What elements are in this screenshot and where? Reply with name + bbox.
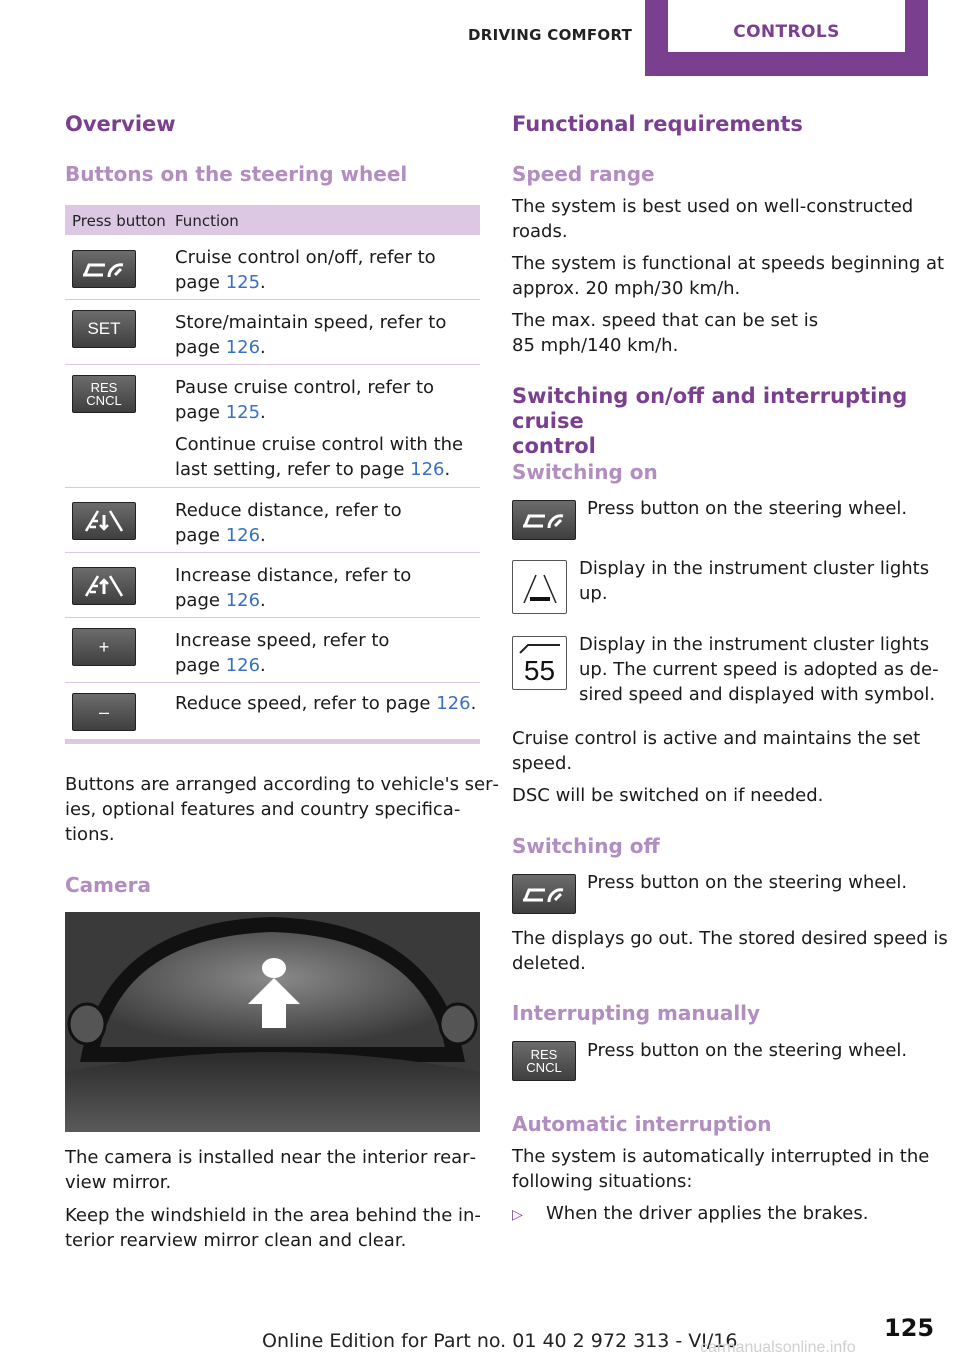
cruise-control-icon <box>512 500 576 540</box>
page-link[interactable]: 126 <box>225 525 261 546</box>
speed-range-heading: Speed range <box>512 162 655 186</box>
cruise-indicator-icon <box>512 560 567 614</box>
desired-speed-display <box>512 636 567 690</box>
page-link[interactable]: 125 <box>225 272 261 293</box>
speed-range-paragraph-3: The max. speed that can be set is 85 mph/140 km/h. <box>512 310 819 356</box>
auto-paragraph: The system is automatically interrupted in the following situations: <box>512 1146 930 1192</box>
bullet-item: ▷ When the driver applies the brakes. <box>512 1201 868 1228</box>
overview-heading: Overview <box>65 112 176 136</box>
distance-reduce-icon <box>72 502 136 540</box>
page-link[interactable]: 126 <box>410 459 445 480</box>
table-row: Reduce distance, refer to page 126. <box>65 488 480 553</box>
functional-requirements-heading: Functional requirements <box>512 112 803 136</box>
display-paragraph-2: Display in the instrument cluster lights up. The current speed is adopted as de‐ sired speed and displayed with symbol. <box>579 634 939 705</box>
table-end-rule <box>65 739 480 744</box>
cruise-control-icon <box>512 874 576 914</box>
switching-on-heading: Switching on <box>512 460 658 484</box>
col-function: Function <box>175 212 239 230</box>
res-cncl-button: RES CNCL <box>72 375 136 413</box>
distance-increase-icon <box>72 567 136 605</box>
camera-windshield-image <box>65 912 480 1132</box>
arrangement-note: Buttons are arranged according to vehicle's ser‐ ies, optional features and country specifica‐ tions. <box>65 774 500 845</box>
row-text-line: page <box>175 272 226 293</box>
chapter-tab-label: CONTROLS <box>668 0 905 52</box>
table-header <box>65 205 480 235</box>
switching-off-heading: Switching off <box>512 834 660 858</box>
row-text-line: Store/maintain speed, refer to <box>175 312 447 333</box>
camera-paragraph-2: Keep the windshield in the area behind the in‐ terior rearview mirror clean and clear. <box>65 1205 481 1251</box>
page-link[interactable]: 125 <box>225 402 261 423</box>
col-press-button: Press button <box>72 212 166 230</box>
camera-paragraph-1: The camera is installed near the interior rear‐ view mirror. <box>65 1147 477 1193</box>
table-row: + Increase speed, refer to page 126. <box>65 618 480 683</box>
display-paragraph-1: Display in the instrument cluster lights up. <box>579 558 930 604</box>
table-row: RES CNCL Pause cruise control, refer to page 125. Continue cruise control with the last setting, refer to page 126. <box>65 365 480 488</box>
chapter-tab <box>645 0 928 76</box>
table-row: Cruise control on/off, refer to page 125. <box>65 235 480 300</box>
switch-off-instruction: Press button on the steering wheel. <box>587 872 908 893</box>
off-paragraph: The displays go out. The stored desired speed is deleted. <box>512 928 948 974</box>
camera-heading: Camera <box>65 873 151 897</box>
edition-footer: Online Edition for Part no. 01 40 2 972 313 - VI/16 <box>262 1330 738 1352</box>
page-link[interactable]: 126 <box>436 693 471 714</box>
plus-button: + <box>72 628 136 666</box>
switching-heading: Switching on/off and interrupting cruise control <box>512 384 908 458</box>
speed-range-paragraph-2: The system is functional at speeds beginning at approx. 20 mph/30 km/h. <box>512 253 945 299</box>
res-cncl-button: RES CNCL <box>512 1041 576 1081</box>
speed-range-paragraph-1: The system is best used on well-constructed roads. <box>512 196 914 242</box>
bullet-marker-icon: ▷ <box>512 1207 523 1223</box>
watermark: carmanualsonline.info <box>700 1339 856 1356</box>
page-link[interactable]: 126 <box>225 655 261 676</box>
switch-on-instruction: Press button on the steering wheel. <box>587 498 908 519</box>
page-number: 125 <box>884 1314 935 1342</box>
set-button: SET <box>72 310 136 348</box>
buttons-heading: Buttons on the steering wheel <box>65 162 408 186</box>
automatic-interruption-heading: Automatic interruption <box>512 1112 772 1136</box>
table-row: – Reduce speed, refer to page 126. <box>65 683 480 739</box>
row-text-line: Cruise control on/off, refer to <box>175 247 436 268</box>
interrupt-instruction: Press button on the steering wheel. <box>587 1040 908 1061</box>
desired-speed-value: 55 <box>523 655 556 686</box>
dsc-paragraph: DSC will be switched on if needed. <box>512 785 824 806</box>
buttons-table <box>65 205 480 744</box>
active-paragraph: Cruise control is active and maintains the set speed. <box>512 728 921 774</box>
minus-button: – <box>72 693 136 731</box>
interrupting-heading: Interrupting manually <box>512 1001 761 1025</box>
table-row: Increase distance, refer to page 126. <box>65 553 480 618</box>
running-header-section: DRIVING COMFORT <box>468 26 633 44</box>
page-link[interactable]: 126 <box>225 590 261 611</box>
cruise-control-icon <box>72 250 136 288</box>
page-link[interactable]: 126 <box>225 337 261 358</box>
table-row: SET Store/maintain speed, refer to page 126. <box>65 300 480 365</box>
